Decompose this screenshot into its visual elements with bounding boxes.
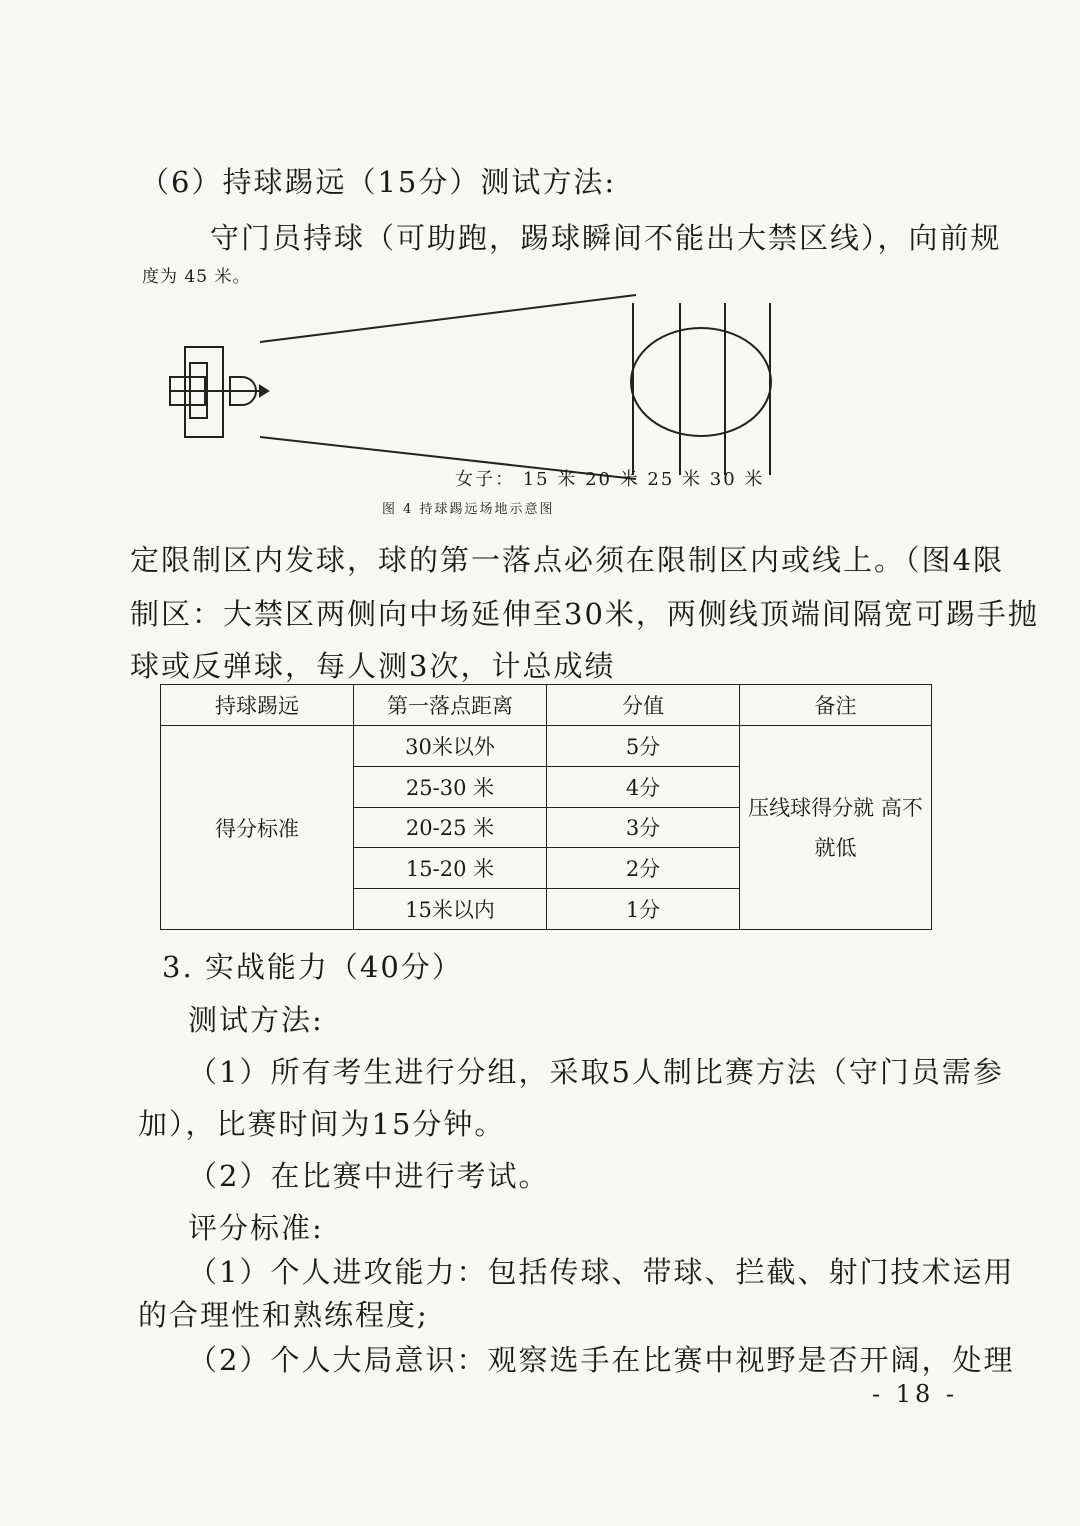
score-cell: 2分 [547, 848, 740, 889]
page-number: - 18 - [872, 1380, 959, 1408]
scoring-table [160, 684, 932, 930]
method-1-line-1: （1）所有考生进行分组，采取5人制比赛方法（守门员需参 [188, 1055, 1004, 1089]
kick-field-diagram [160, 285, 820, 520]
score-cell: 3分 [547, 807, 740, 848]
header-cell: 持球踢远 [161, 685, 354, 726]
distance-cell: 30米以外 [354, 726, 547, 767]
paragraph-2-line-3: 球或反弹球，每人测3次，计总成绩 [130, 649, 616, 683]
paragraph-1-line-1: 守门员持球（可助跑，踢球瞬间不能出大禁区线），向前规 [210, 221, 1002, 255]
score-cell: 5分 [547, 726, 740, 767]
score-2-line-1: （2）个人大局意识：观察选手在比赛中视野是否开阔，处理 [188, 1343, 1015, 1377]
header-cell: 第一落点距离 [354, 685, 547, 726]
table-row [161, 726, 932, 767]
section-6-title: （6）持球踢远（15分）测试方法: [140, 165, 617, 199]
landing-zone-ellipse [631, 328, 771, 436]
upper-boundary-line [260, 295, 636, 342]
header-cell: 分值 [547, 685, 740, 726]
test-method-label: 测试方法: [188, 1003, 324, 1037]
paragraph-1-line-2: 度为 45 米。 [142, 267, 251, 287]
paragraph-2-line-1: 定限制区内发球，球的第一落点必须在限制区内或线上。（图4限 [130, 543, 1004, 577]
method-1-line-2: 加），比赛时间为15分钟。 [138, 1107, 506, 1141]
distance-cell: 15-20 米 [354, 848, 547, 889]
method-2: （2）在比赛中进行考试。 [188, 1159, 550, 1193]
distance-cell: 20-25 米 [354, 807, 547, 848]
note-cell: 压线球得分就 高不就低 [740, 726, 932, 930]
scoring-label: 评分标准: [188, 1211, 324, 1245]
score-1-line-2: 的合理性和熟练程度; [138, 1298, 429, 1332]
score-1-line-1: （1）个人进攻能力：包括传球、带球、拦截、射门技术运用 [188, 1255, 1015, 1289]
row-label-cell: 得分标准 [161, 726, 354, 930]
section-3-title: 3. 实战能力（40分） [162, 950, 463, 984]
score-cell: 1分 [547, 889, 740, 930]
distance-labels: 女子： 15 米 20 米 25 米 30 米 [455, 469, 765, 490]
goal-box-shape [170, 347, 268, 437]
paragraph-2-line-2: 制区：大禁区两侧向中场延伸至30米，两侧线顶端间隔宽可踢手抛 [130, 597, 1039, 631]
figure-caption: 图 4 持球踢远场地示意图 [382, 502, 555, 517]
score-cell: 4分 [547, 766, 740, 807]
distance-cell: 25-30 米 [354, 766, 547, 807]
header-cell: 备注 [740, 685, 932, 726]
distance-cell: 15米以内 [354, 889, 547, 930]
table-header-row [161, 685, 932, 726]
